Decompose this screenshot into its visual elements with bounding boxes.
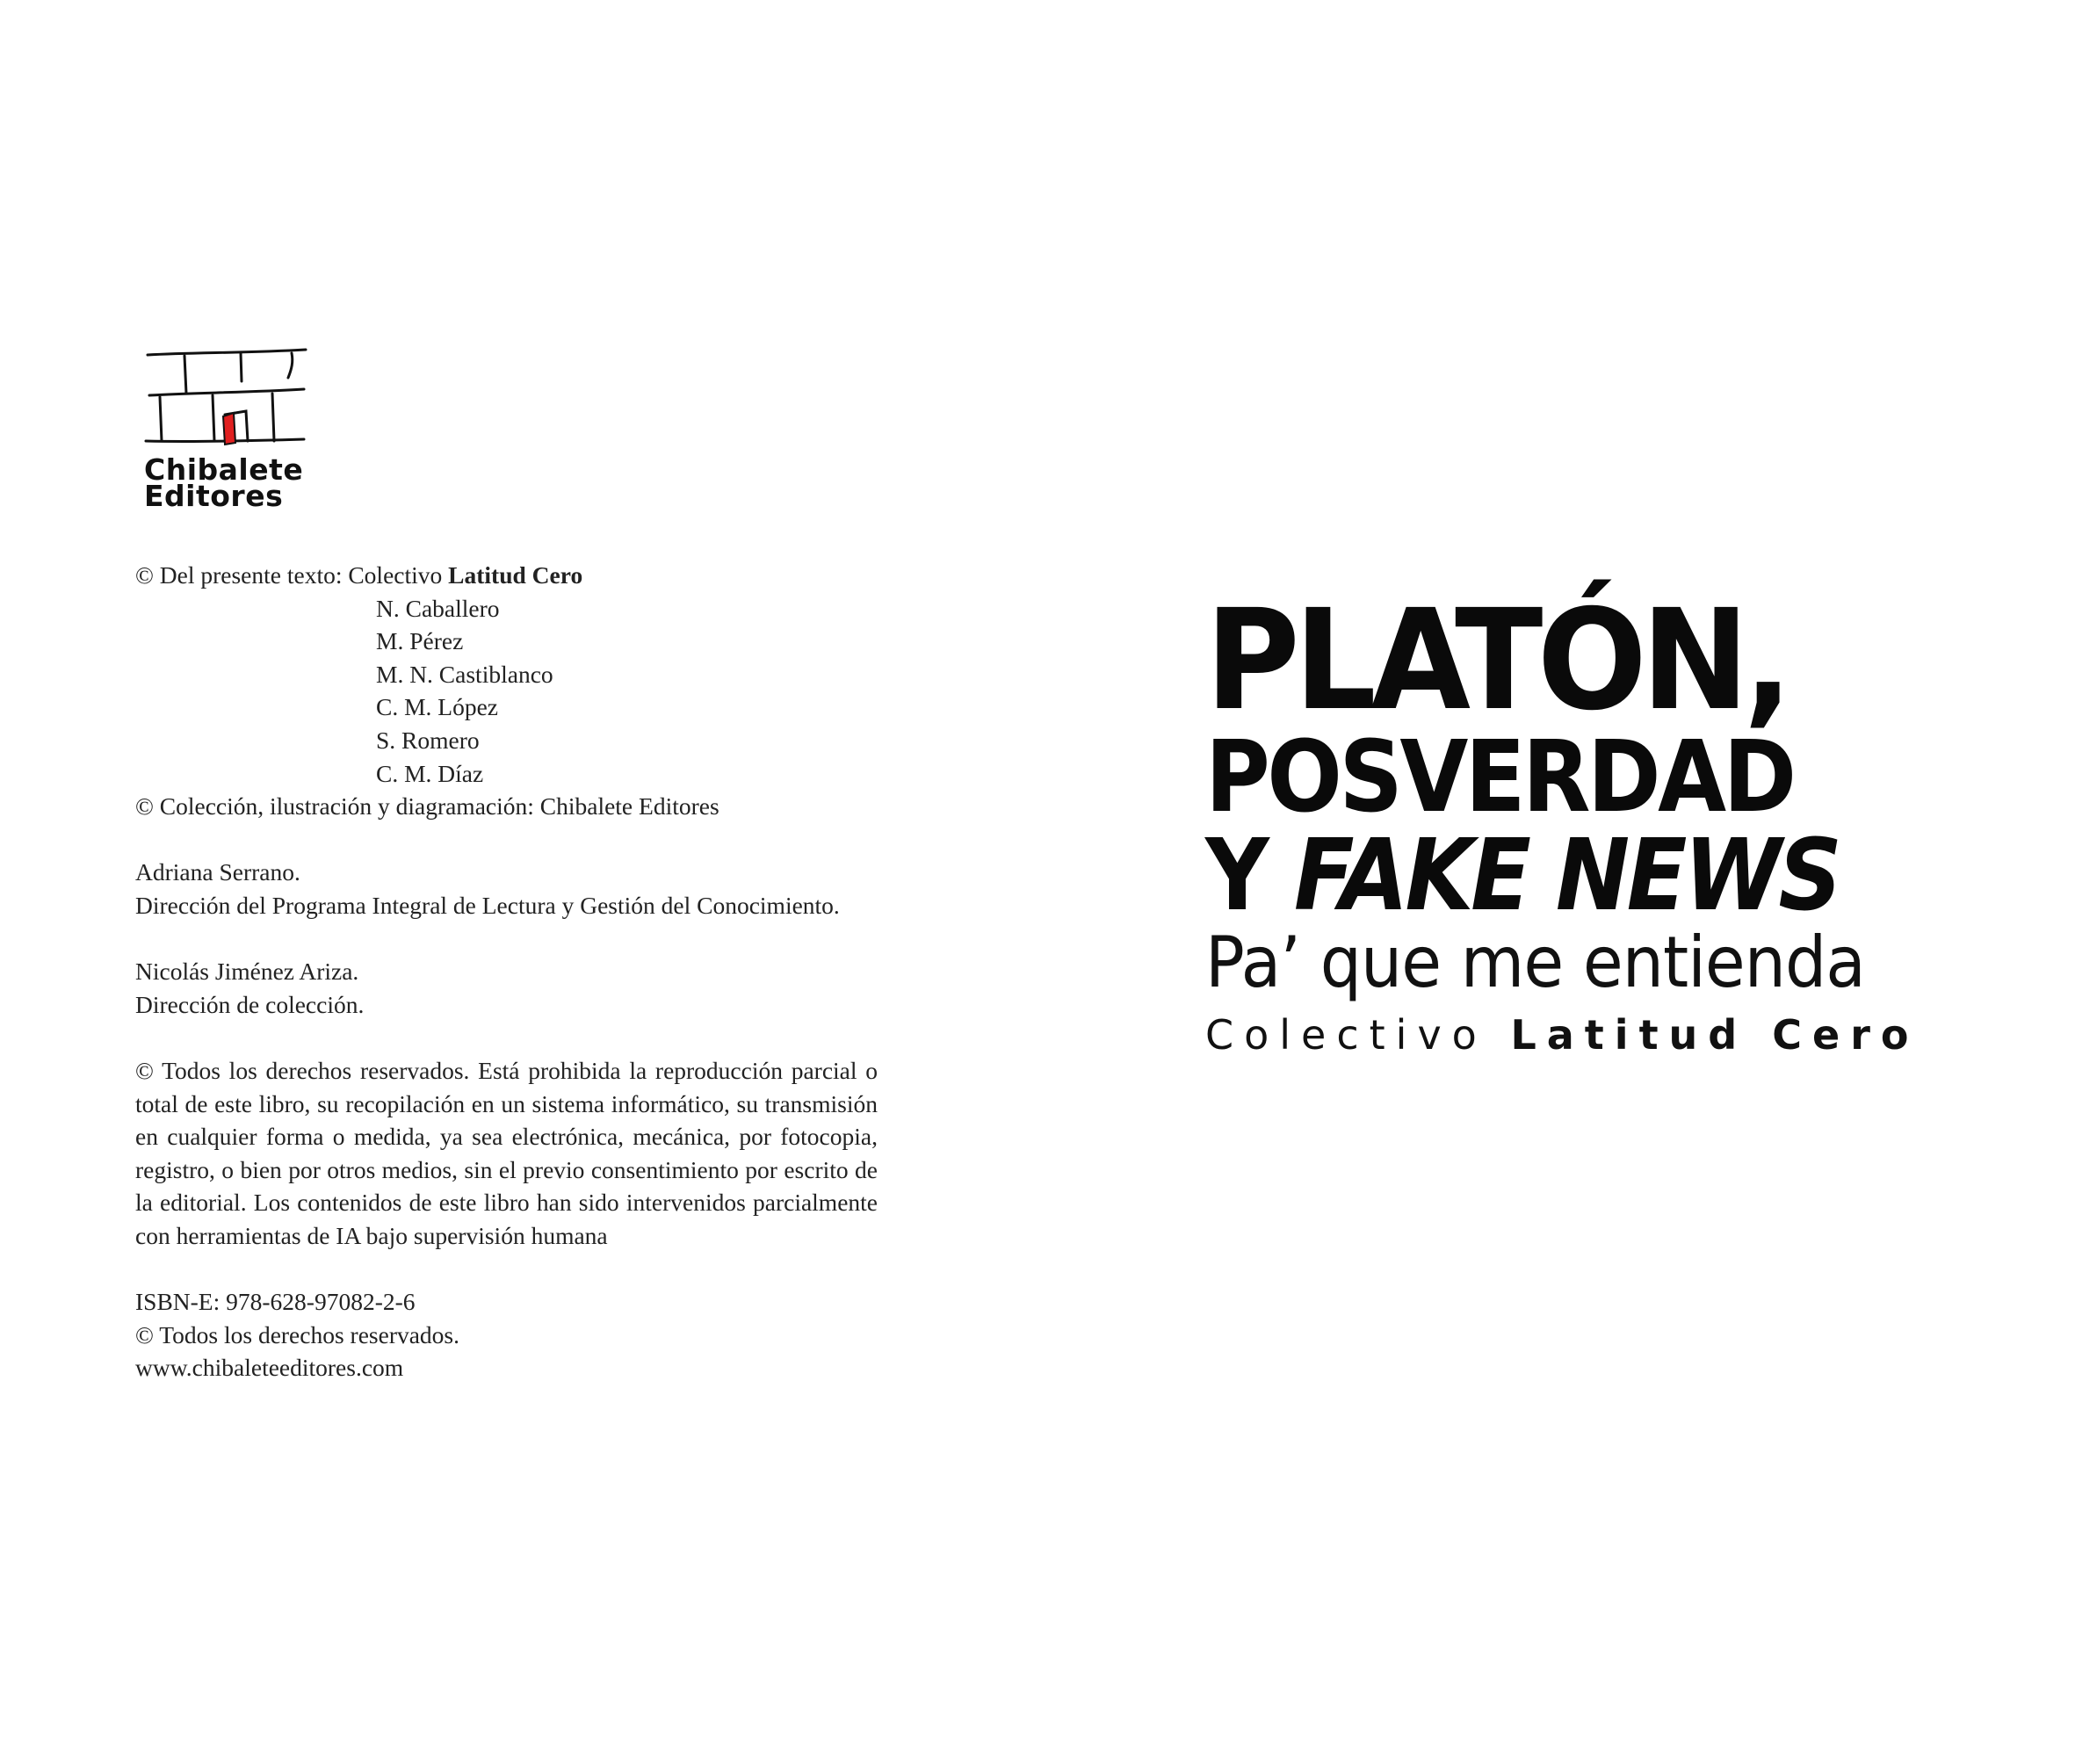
collection-credit: © Colección, ilustración y diagramación: Chibalete Editores	[135, 792, 719, 821]
collective-name: Latitud Cero	[448, 561, 583, 589]
book-author	[1205, 1009, 1996, 1061]
title-line-3-prefix: Y	[1205, 819, 1294, 933]
rights-paragraph: © Todos los derechos reservados. Está prohibida la reproducción parcial o total de este libro, su recopilación en un sistema informático, su transmisión en cualquier forma o medida, ya sea electrónica, mecánica, por fotocopia, registro, o bien por otros medios, sin el previo consentimiento por escrito de la editorial. Los contenidos de este libro han sido intervenidos parcialmente con herramientas de IA bajo supervisión humana	[135, 1056, 878, 1249]
author-name: S. Romero	[376, 726, 480, 754]
author-name-bold: Latitud Cero	[1510, 1011, 1920, 1059]
author-name: C. M. Díaz	[376, 759, 484, 787]
isbn: ISBN-E: 978-628-97082-2-6	[135, 1288, 416, 1316]
author-name: M. N. Castiblanco	[376, 660, 553, 688]
website-link[interactable]: www.chibaleteeditores.com	[135, 1354, 404, 1382]
book-title-block	[1205, 580, 1996, 1061]
director-role: Dirección del Programa Integral de Lectura y Gestión del Conocimiento.	[135, 891, 840, 919]
author-name: N. Caballero	[376, 594, 500, 622]
text-credit-label: © Del presente texto: Colectivo	[135, 561, 449, 589]
publisher-name-line1: Chibalete	[144, 452, 304, 487]
title-line-2: POSVERDAD	[1205, 720, 1794, 835]
title-line-3	[1205, 819, 1917, 933]
director-name: Adriana Serrano.	[135, 858, 300, 886]
director-name: Nicolás Jiménez Ariza.	[135, 958, 359, 986]
book-subtitle: Pa’ que me entienda	[1205, 922, 1865, 1003]
title-line-1: PLATÓN,	[1205, 580, 1788, 741]
text-credit-line	[135, 559, 878, 592]
rights-short: © Todos los derechos reservados.	[135, 1320, 460, 1348]
director-role: Dirección de colección.	[135, 990, 365, 1018]
title-line-3-italic: FAKE NEWS	[1293, 819, 1840, 933]
copyright-credits	[135, 559, 878, 1384]
author-prefix: Colectivo	[1205, 1011, 1511, 1059]
author-name: M. Pérez	[376, 627, 464, 655]
publisher-name-line2: Editores	[144, 479, 284, 513]
building-door-icon	[141, 343, 307, 457]
author-name: C. M. López	[376, 693, 499, 721]
publisher-logo	[141, 343, 316, 518]
